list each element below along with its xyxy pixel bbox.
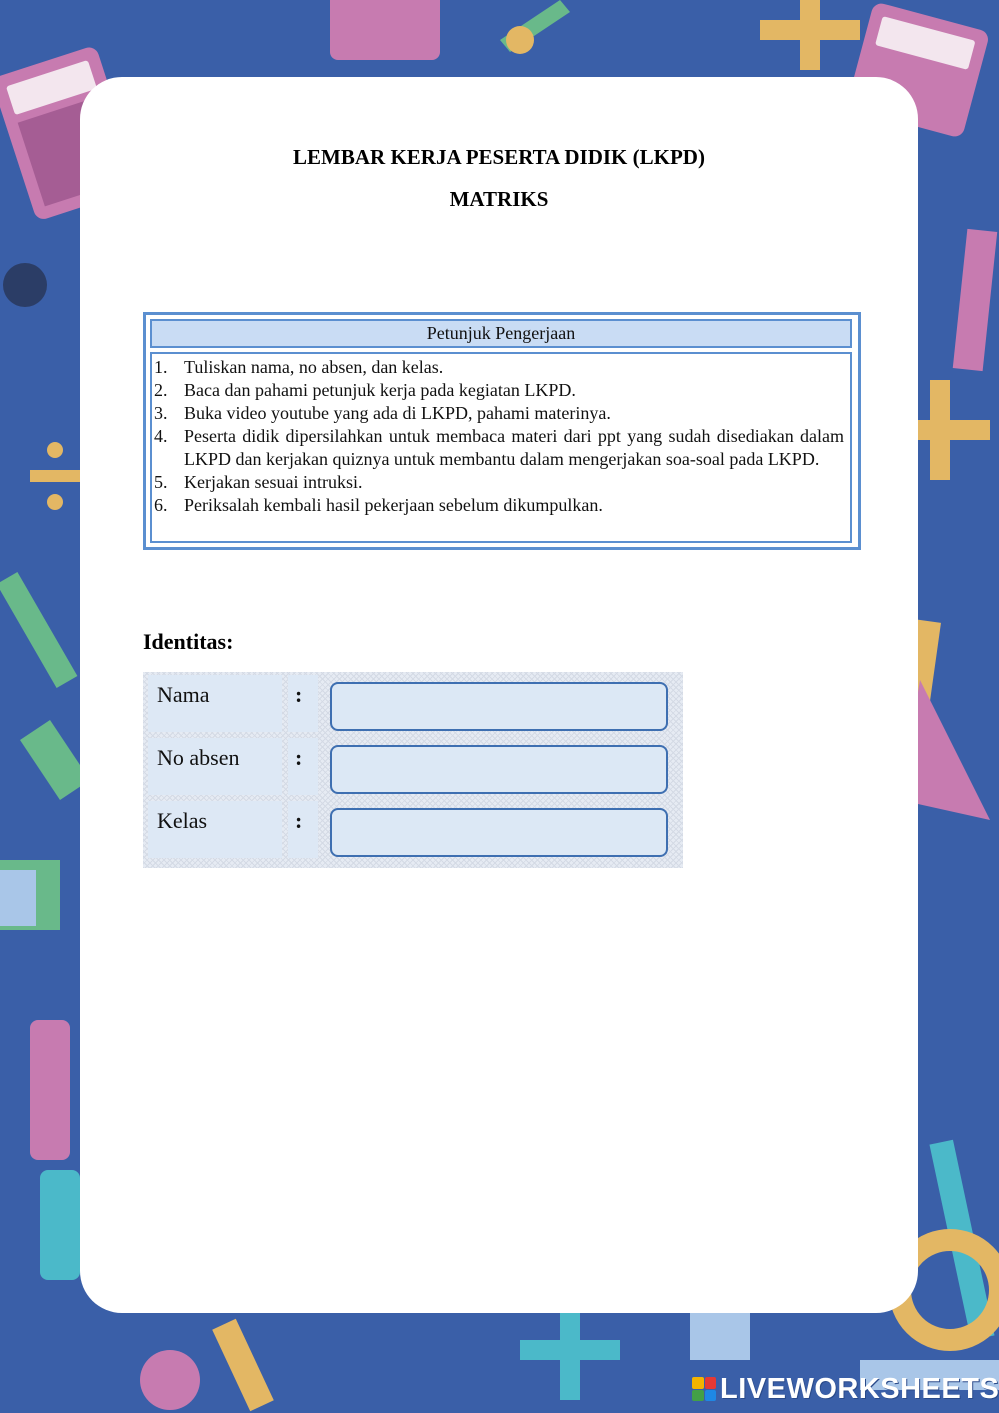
instruction-text: Periksalah kembali hasil pekerjaan sebelum dikumpulkan. xyxy=(184,495,603,515)
identity-heading: Identitas: xyxy=(143,629,234,654)
instruction-text: Tuliskan nama, no absen, dan kelas. xyxy=(184,357,444,377)
worksheet-subtitle: MATRIKS xyxy=(449,187,549,211)
instruction-number: 6. xyxy=(154,495,168,515)
instruction-number: 2. xyxy=(154,380,168,400)
absen-input[interactable] xyxy=(330,745,668,794)
instruction-number: 4. xyxy=(154,426,168,446)
instruction-text: Buka video youtube yang ada di LKPD, pahami materinya. xyxy=(184,403,611,423)
liveworksheets-logo-icon xyxy=(692,1377,716,1401)
eraser-icon xyxy=(40,1170,80,1280)
instruction-text: Peserta didik dipersilahkan untuk membaca materi dari ppt yang sudah disediakan dalam LKPD dan kerjakan quiznya untuk membantu dalam mengerjakan soa-soal pada LKPD. xyxy=(184,426,844,469)
instructions-list-box xyxy=(150,352,852,543)
circle-shape-icon xyxy=(506,26,534,54)
instruction-number: 3. xyxy=(154,403,168,423)
compass-icon xyxy=(3,263,47,307)
liveworksheets-brand-text: LIVEWORKSHEETS xyxy=(720,1372,999,1405)
liveworksheets-logo[interactable] xyxy=(692,1374,999,1404)
identity-row-name xyxy=(143,672,683,735)
instruction-item xyxy=(154,402,844,425)
kelas-label: Kelas xyxy=(148,801,282,858)
block-icon xyxy=(690,1310,750,1360)
instruction-item xyxy=(154,425,844,471)
instructions-list xyxy=(154,356,844,517)
instruction-item xyxy=(154,379,844,402)
instruction-item xyxy=(154,494,844,517)
pin-icon xyxy=(140,1350,200,1410)
identity-table xyxy=(143,672,683,868)
instructions-box xyxy=(143,312,861,550)
kelas-input[interactable] xyxy=(330,808,668,857)
colon-separator: : xyxy=(288,738,318,795)
absen-label: No absen xyxy=(148,738,282,795)
instruction-item xyxy=(154,471,844,494)
colon-separator: : xyxy=(288,801,318,858)
instruction-number: 1. xyxy=(154,357,168,377)
worksheet-card xyxy=(80,77,918,1313)
divide-dot-icon xyxy=(47,494,63,510)
divide-dot-icon xyxy=(47,442,63,458)
identity-row-absen xyxy=(143,735,683,798)
instruction-number: 5. xyxy=(154,472,168,492)
name-label: Nama xyxy=(148,675,282,732)
instruction-text: Baca dan pahami petunjuk kerja pada kegiatan LKPD. xyxy=(184,380,576,400)
instruction-text: Kerjakan sesuai intruksi. xyxy=(184,472,363,492)
name-input[interactable] xyxy=(330,682,668,731)
calculator-icon xyxy=(330,0,440,60)
block-icon xyxy=(0,870,36,926)
identity-row-kelas xyxy=(143,798,683,861)
instructions-heading: Petunjuk Pengerjaan xyxy=(150,319,852,348)
pencil-icon xyxy=(30,1020,70,1160)
instruction-item xyxy=(154,356,844,379)
divide-sign-icon xyxy=(30,470,80,482)
worksheet-title: LEMBAR KERJA PESERTA DIDIK (LKPD) xyxy=(293,145,705,169)
colon-separator: : xyxy=(288,675,318,732)
